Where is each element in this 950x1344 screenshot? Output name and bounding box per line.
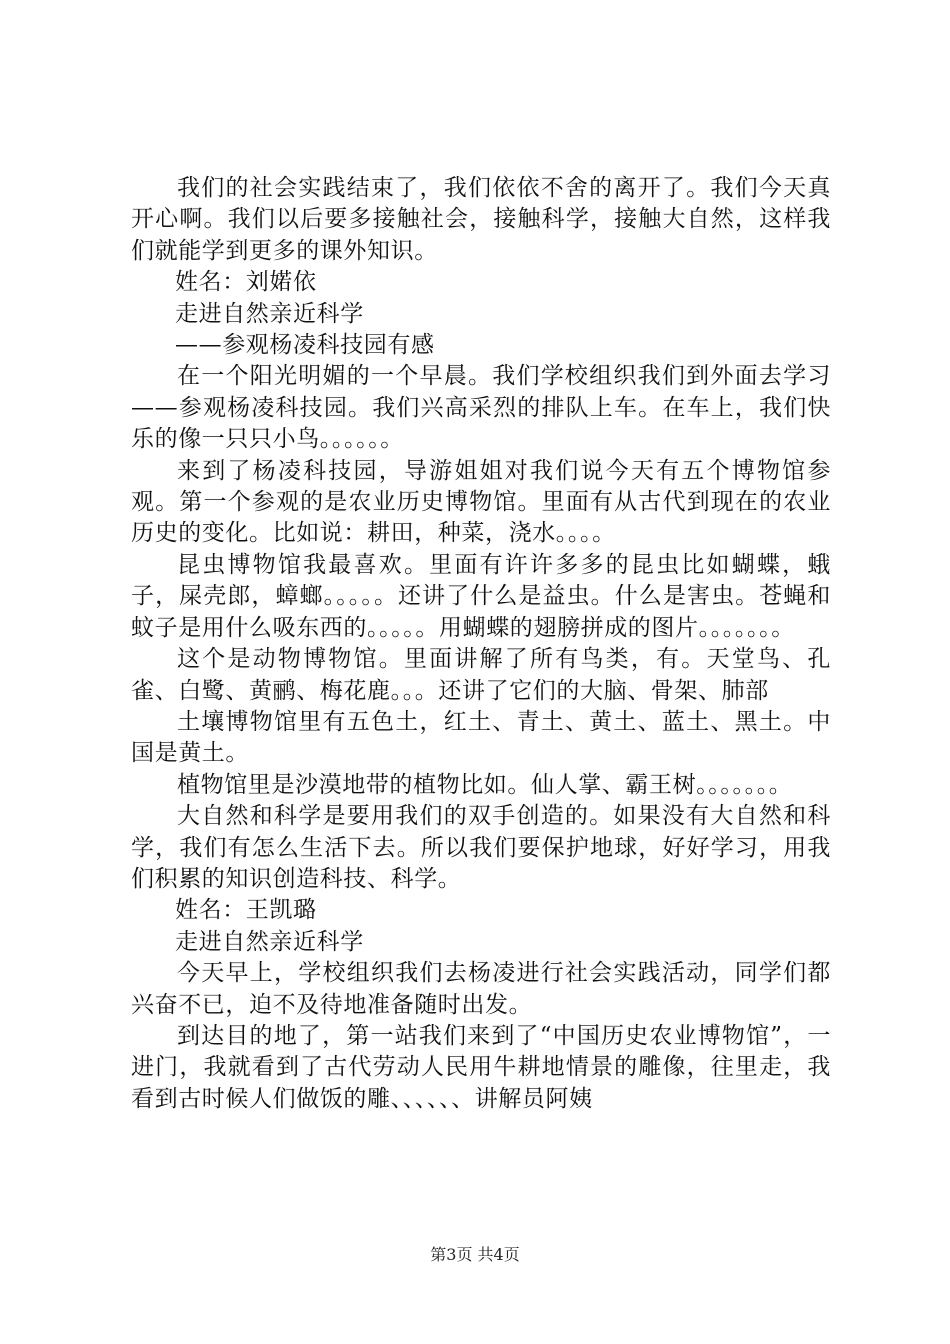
paragraph-plant-museum: 植物馆里是沙漠地带的植物比如。仙人掌、霸王树。。。。。。。 (177, 771, 793, 798)
paragraph-morning-trip: 在一个阳光明媚的一个早晨。我们学校组织我们到外面去学习——参观杨凌科技园。我们兴高采烈的排队上车。在车上，我们快乐的像一只只小鸟。。。。。。 (131, 363, 831, 453)
page-footer: 第3页 共4页 (430, 1245, 520, 1264)
paragraph-practice-end: 我们的社会实践结束了，我们依依不舍的离开了。我们今天真开心啊。我们以后要多接触社会，接触科学，接触大自然，这样我们就能学到更多的课外知识。 (131, 175, 831, 264)
document-body (131, 173, 831, 1115)
author-name-wang: 姓名：王凯璐 (175, 897, 317, 924)
paragraph-soil-museum: 土壤博物馆里有五色土，红土、青土、黄土、蓝土、黑土。中国是黄土。 (131, 708, 831, 767)
paragraph-animal-museum: 这个是动物博物馆。里面讲解了所有鸟类，有。天堂鸟、孔雀、白鹭、黄鹂、梅花鹿。。。还讲了它们的大脑、骨架、肺部 (131, 646, 831, 704)
paragraph-trip-start: 今天早上，学校组织我们去杨凌进行社会实践活动，同学们都兴奋不已，迫不及待地准备随时出发。 (131, 960, 831, 1018)
essay-title-2: 走进自然亲近科学 (175, 300, 364, 327)
paragraph-history-museum: 到达目的地了，第一站我们来到了“中国历史农业博物馆”，一进门，我就看到了古代劳动人民用牛耕地情景的雕像，往里走，我看到古时候人们做饭的雕、、、、、、讲解员阿姨 (131, 1022, 831, 1112)
author-name-liu: 姓名：刘婼依 (175, 269, 317, 296)
paragraph-nature-science: 大自然和科学是要用我们的双手创造的。如果没有大自然和科学，我们有怎么生活下去。所以我们要保护地球，好好学习，用我们积累的知识创造科技、科学。 (131, 803, 831, 892)
essay-subtitle-2: ——参观杨凌科技园有感 (175, 332, 435, 359)
essay-title-3: 走进自然亲近科学 (175, 928, 364, 955)
paragraph-insect-museum: 昆虫博物馆我最喜欢。里面有许许多多的昆虫比如蝴蝶，蛾子，屎壳郎，蟑螂。。。。。还讲了什么是益虫。什么是害虫。苍蝇和蚊子是用什么吸东西的。。。。。用蝴蝶的翅膀拼成的图片。。。。。。。 (131, 551, 831, 641)
paragraph-agri-museum: 来到了杨凌科技园，导游姐姐对我们说今天有五个博物馆参观。第一个参观的是农业历史博物馆。里面有从古代到现在的农业历史的变化。比如说：耕田，种菜，浇水。。。。 (131, 457, 831, 547)
